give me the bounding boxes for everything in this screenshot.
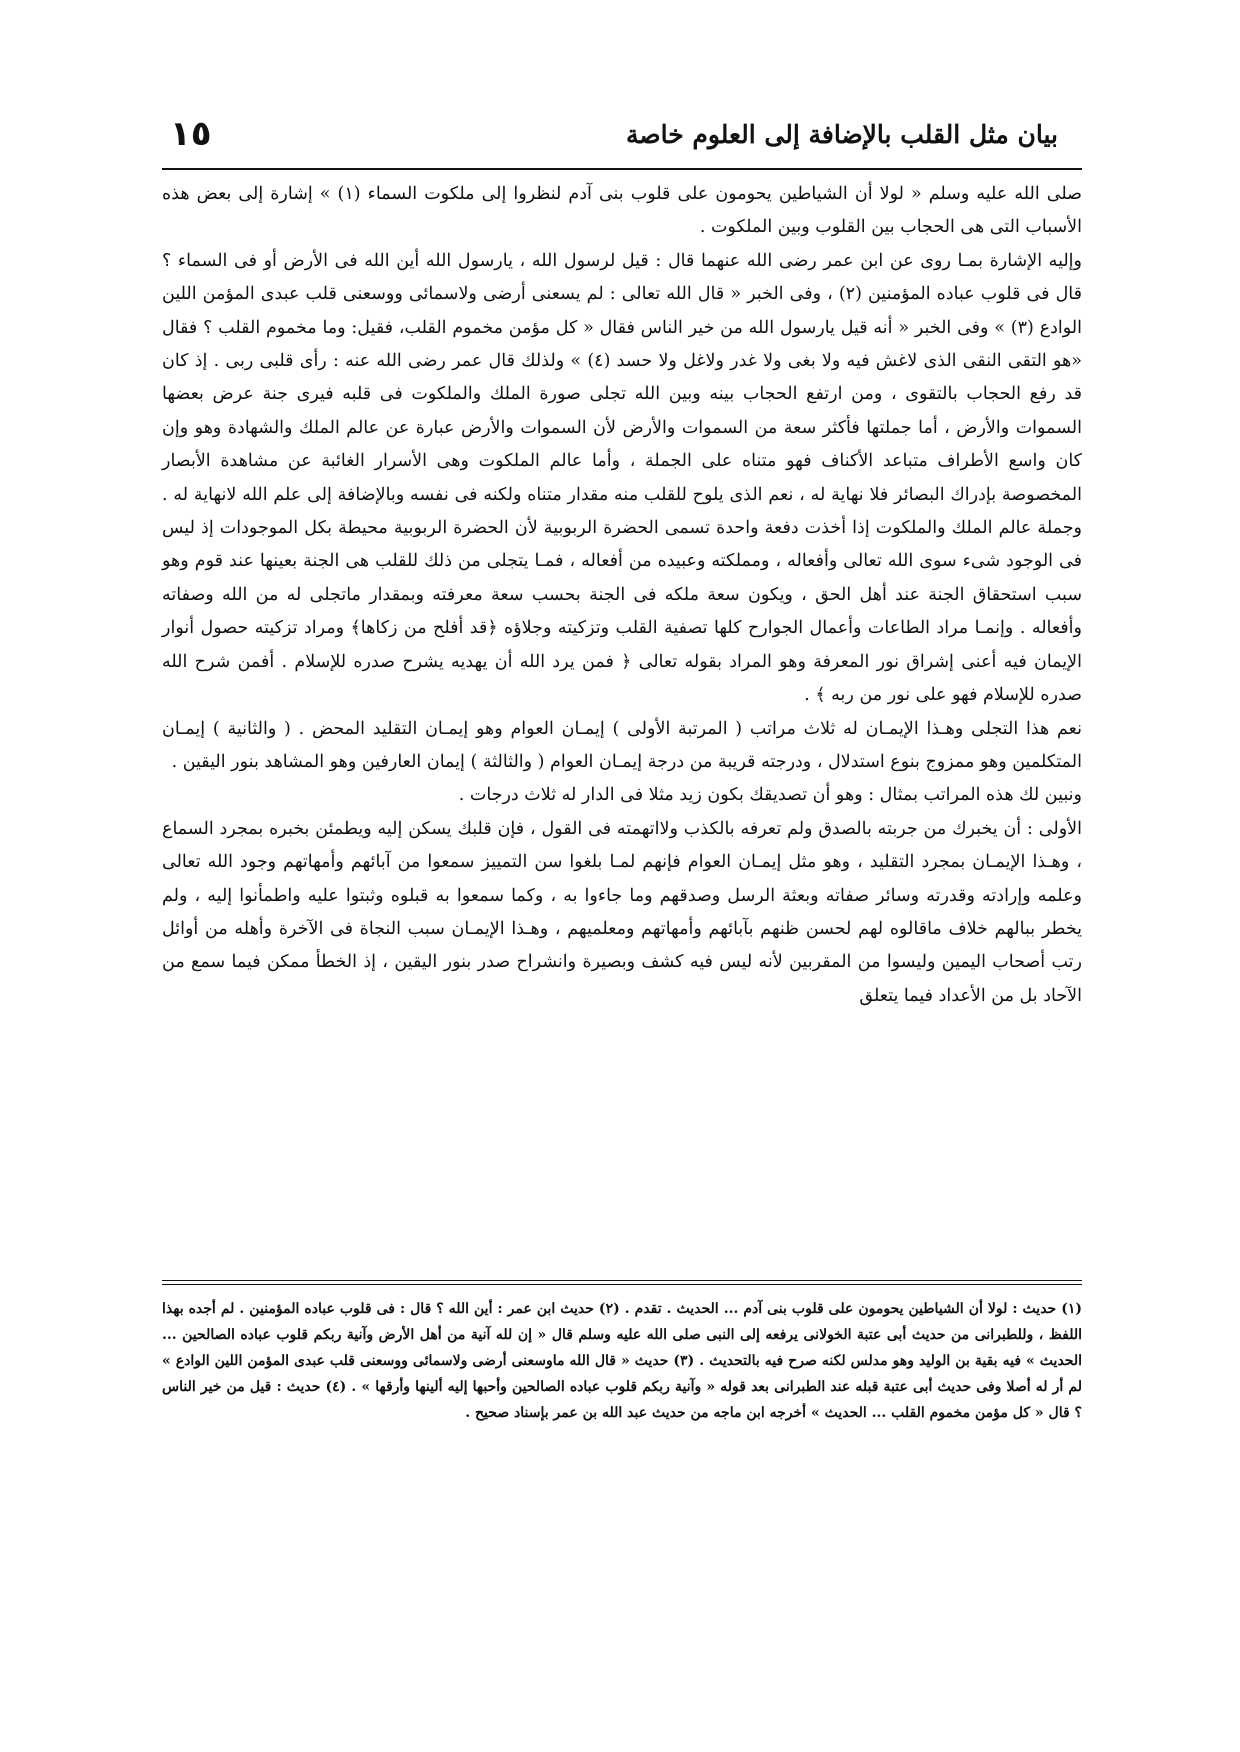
- paragraph-5: الأولى : أن يخبرك من جربته بالصدق ولم تعرفه بالكذب ولااتهمته فى القول ، فإن قلبك يسكن إليه ويطمئن بخبره بمجرد السماع ، وهـذا الإيمـان بمجرد التقليد ، وهو مثل إيمـان العوام فإنهم لمـا بلغوا سن التمييز سمعوا من آبائهم وأمهاتهم وجود الله تعالى وعلمه وإرادته وقدرته وسائر صفاته وبعثة الرسل وصدقهم وما جاءوا به ، وكما سمعوا به قبلوه وثبتوا عليه واطمأنوا إليه ، ولم يخطر ببالهم خلاف ماقالوه لهم لحسن ظنهم بآبائهم وأمهاتهم ومعلميهم ، وهـذا الإيمـان سبب النجاة فى الآخرة وأهله من أوائل رتب أصحاب اليمين وليسوا من المقربين لأنه ليس فيه كشف وبصيرة وانشراح صدر بنور اليقين ، إذ الخطأ ممكن فيما سمع من الآحاد بل من الأعداد فيما يتعلق: [162, 818, 1082, 1006]
- footnote-block: (١) حديث : لولا أن الشياطين يحومون على قلوب بنى آدم ... الحديث . تقدم . (٢) حديث ابن عمر : أين الله ؟ قال : فى قلوب عباده المؤمنين . لم أجده بهذا اللفظ ، وللطبرانى من حديث أبى عتبة الخولانى يرفعه إلى النبى صلى الله عليه وسلم قال « إن لله آنية من أهل الأرض وآنية ربكم قلوب عباده الصالحين ... الحديث » فيه بقية بن الوليد وهو مدلس لكنه صرح فيه بالتحديث . (٣) حديث « قال الله ماوسعنى أرضى ولاسمائى ووسعنى قلب عبدى المؤمن اللين الوادع » لم أر له أصلا وفى حديث أبى عتبة قبله عند الطبرانى بعد قوله « وآنية ربكم قلوب عباده الصالحين وأحبها إليه ألينها وأرقها » . (٤) حديث : قيل من خير الناس ؟ قال « كل مؤمن مخموم القلب ... الحديث » أخرجه ابن ماجه من حديث عبد الله بن عمر بإسناد صحيح .: [162, 1301, 1082, 1421]
- main-text: [162, 178, 1082, 1013]
- running-title: بيان مثل القلب بالإضافة إلى العلوم خاصة: [625, 120, 1058, 149]
- header-divider: [162, 168, 1082, 170]
- paragraph-3: نعم هذا التجلى وهـذا الإيمـان له ثلاث مراتب ( المرتبة الأولى ) إيمـان العوام وهو إيمـان التقليد المحض . ( والثانية ) إيمـان المتكلمين وهو ممزوج بنوع استدلال ، ودرجته قريبة من درجة إيمـان العوام ( والثالثة ) إيمان العارفين وهو المشاهد بنور اليقين .: [162, 718, 1082, 772]
- paragraph-1: صلى الله عليه وسلم « لولا أن الشياطين يحومون على قلوب بنى آدم لنظروا إلى ملكوت السماء (١) » إشارة إلى بعض هذه الأسباب التى هى الحجاب بين القلوب وبين الملكوت .: [162, 184, 1082, 238]
- footnote-divider-secondary: [162, 1284, 1082, 1285]
- page-header: [162, 112, 1082, 162]
- paragraph-4: ونبين لك هذه المراتب بمثال : وهو أن تصديقك بكون زيد مثلا فى الدار له ثلاث درجات .: [458, 785, 1082, 806]
- paragraph-2: وإليه الإشارة بمـا روى عن ابن عمر رضى الله عنهما قال : قيل لرسول الله ، يارسول الله أين الله فى الأرض أو فى السماء ؟ قال فى قلوب عباده المؤمنين (٢) ، وفى الخبر « قال الله تعالى : لم يسعنى أرضى ولاسمائى ووسعنى قلب عبدى المؤمن اللين الوادع (٣) » وفى الخبر « أنه قيل يارسول الله من خير الناس فقال « كل مؤمن مخموم القلب، فقيل: وما مخموم القلب ؟ فقال «هو التقى النقى الذى لاغش فيه ولا بغى ولا غدر ولاغل ولا حسد (٤) » ولذلك قال عمر رضى الله عنه : رأى قلبى ربى . إذ كان قد رفع الحجاب بالتقوى ، ومن ارتفع الحجاب بينه وبين الله تجلى صورة الملك والملكوت فى قلبه فيرى جنة عرض بعضها السموات والأرض ، أما جملتها فأكثر سعة من السموات والأرض لأن السموات والأرض عبارة عن عالم الملك والشهادة وهو وإن كان واسع الأطراف متباعد الأكناف فهو متناه على الجملة ، وأما عالم الملكوت وهى الأسرار الغائبة عن مشاهدة الأبصار المخصوصة بإدراك البصائر فلا نهاية له ، نعم الذى يلوح للقلب منه مقدار متناه ولكنه فى نفسه وبالإضافة إلى علم الله لانهاية له . وجملة عالم الملك والملكوت إذا أخذت دفعة واحدة تسمى الحضرة الربوبية لأن الحضرة الربوبية محيطة بكل الموجودات إذ ليس فى الوجود شىء سوى الله تعالى وأفعاله ، ومملكته وعبيده من أفعاله ، فمـا يتجلى من ذلك للقلب هى الجنة بعينها عند قوم وهو سبب استحقاق الجنة عند أهل الحق ، ويكون سعة ملكه فى الجنة بحسب سعة معرفته وبمقدار ماتجلى له من الله وصفاته وأفعاله . وإنمـا مراد الطاعات وأعمال الجوارح كلها تصفية القلب وتزكيته وجلاؤه ﴿قد أفلح من زكاها﴾ ومراد تزكيته حصول أنوار الإيمان فيه أعنى إشراق نور المعرفة وهو المراد بقوله تعالى ﴿ فمن يرد الله أن يهديه يشرح صدره للإسلام . أفمن شرح الله صدره للإسلام فهو على نور من ربه ﴾ .: [162, 250, 1082, 706]
- footnote-divider: [162, 1280, 1082, 1281]
- footnotes: [162, 1296, 1082, 1426]
- page-number: ١٥: [170, 114, 212, 154]
- book-page: [162, 112, 1082, 1421]
